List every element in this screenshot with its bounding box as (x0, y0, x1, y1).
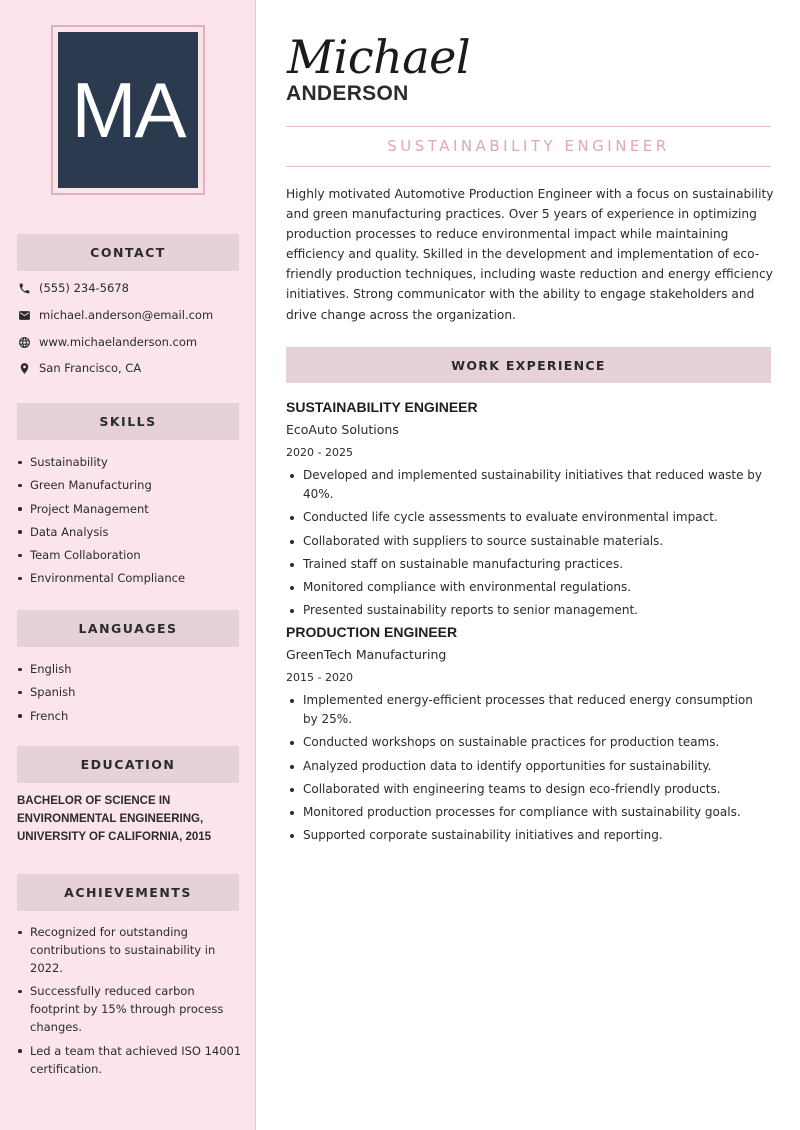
skills-list (17, 453, 242, 593)
job-bullet: Analyzed production data to identify opportunities for sustainability. (286, 757, 774, 776)
location-pin-icon (17, 361, 31, 375)
job-role: SUSTAINABILITY ENGINEER (286, 399, 478, 415)
skill-item: Project Management (17, 500, 242, 518)
achievement-item: Successfully reduced carbon footprint by 15% through process changes. (17, 982, 245, 1036)
skill-item: Data Analysis (17, 523, 242, 541)
last-name: ANDERSON (286, 82, 409, 105)
job-bullet: Conducted life cycle assessments to evaluate environmental impact. (286, 508, 774, 527)
job-company: EcoAuto Solutions (286, 422, 399, 437)
monogram: MA (58, 32, 198, 188)
skill-item: Environmental Compliance (17, 569, 242, 587)
languages-heading: LANGUAGES (17, 610, 239, 647)
phone-icon (17, 281, 31, 295)
job-entry (286, 396, 774, 625)
title-rule-bottom (286, 166, 771, 167)
achievement-item: Led a team that achieved ISO 14001 certification. (17, 1042, 245, 1078)
job-bullet: Supported corporate sustainability initiatives and reporting. (286, 826, 774, 845)
first-name: Michael (287, 30, 471, 84)
skill-item: Sustainability (17, 453, 242, 471)
contact-email (17, 306, 213, 324)
job-role: PRODUCTION ENGINEER (286, 624, 458, 640)
job-bullet: Monitored production processes for compliance with sustainability goals. (286, 803, 774, 822)
globe-icon (17, 335, 31, 349)
skill-item: Green Manufacturing (17, 476, 242, 494)
job-bullets (286, 691, 774, 845)
job-bullets (286, 466, 774, 620)
job-bullet: Trained staff on sustainable manufacturing practices. (286, 555, 774, 574)
job-bullet: Developed and implemented sustainability initiatives that reduced waste by 40%. (286, 466, 774, 504)
job-title: SUSTAINABILITY ENGINEER (387, 137, 670, 155)
contact-heading: CONTACT (17, 234, 239, 271)
phone-text: (555) 234-5678 (39, 281, 129, 295)
skills-heading: SKILLS (17, 403, 239, 440)
contact-website (17, 333, 197, 351)
summary: Highly motivated Automotive Production Engineer with a focus on sustainability and green manufacturing practices. Over 5 years of experience in optimizing production processes to reduce environmental impact while maintaining efficiency and quality. Skilled in the development and implementation of eco-friendly production techniques, including waste reduction and energy efficiency initiatives. Strong communicator with the ability to engage stakeholders and drive change across the organization. (286, 187, 774, 322)
website-text: www.michaelanderson.com (39, 335, 198, 349)
job-bullet: Presented sustainability reports to senior management. (286, 601, 774, 620)
contact-location (17, 359, 141, 377)
achievement-item: Recognized for outstanding contributions to sustainability in 2022. (17, 923, 245, 977)
job-bullet: Implemented energy-efficient processes that reduced energy consumption by 25%. (286, 691, 774, 729)
title-rule-top (286, 126, 771, 127)
language-item: Spanish (17, 683, 242, 701)
job-entry (286, 621, 774, 850)
job-company: GreenTech Manufacturing (286, 647, 447, 662)
work-experience-heading: WORK EXPERIENCE (286, 347, 771, 383)
education-heading: EDUCATION (17, 746, 239, 783)
email-text: michael.anderson@email.com (39, 308, 214, 322)
job-dates: 2015 - 2020 (286, 671, 353, 684)
achievements-heading: ACHIEVEMENTS (17, 874, 239, 911)
language-item: English (17, 660, 242, 678)
job-bullet: Conducted workshops on sustainable practices for production teams. (286, 733, 774, 752)
achievements-list (17, 923, 245, 1083)
language-item: French (17, 707, 242, 725)
monogram-frame (51, 25, 205, 195)
contact-phone (17, 279, 129, 297)
location-text: San Francisco, CA (39, 361, 142, 375)
job-bullet: Monitored compliance with environmental regulations. (286, 578, 774, 597)
main-content (257, 0, 800, 1130)
languages-list (17, 660, 242, 730)
job-bullet: Collaborated with engineering teams to design eco-friendly products. (286, 780, 774, 799)
job-dates: 2020 - 2025 (286, 446, 353, 459)
sidebar (0, 0, 256, 1130)
education-degree: BACHELOR OF SCIENCE IN ENVIRONMENTAL ENGINEERING, UNIVERSITY OF CALIFORNIA, 2015 (17, 795, 212, 844)
job-bullet: Collaborated with suppliers to source sustainable materials. (286, 532, 774, 551)
email-icon (17, 308, 31, 322)
skill-item: Team Collaboration (17, 546, 242, 564)
